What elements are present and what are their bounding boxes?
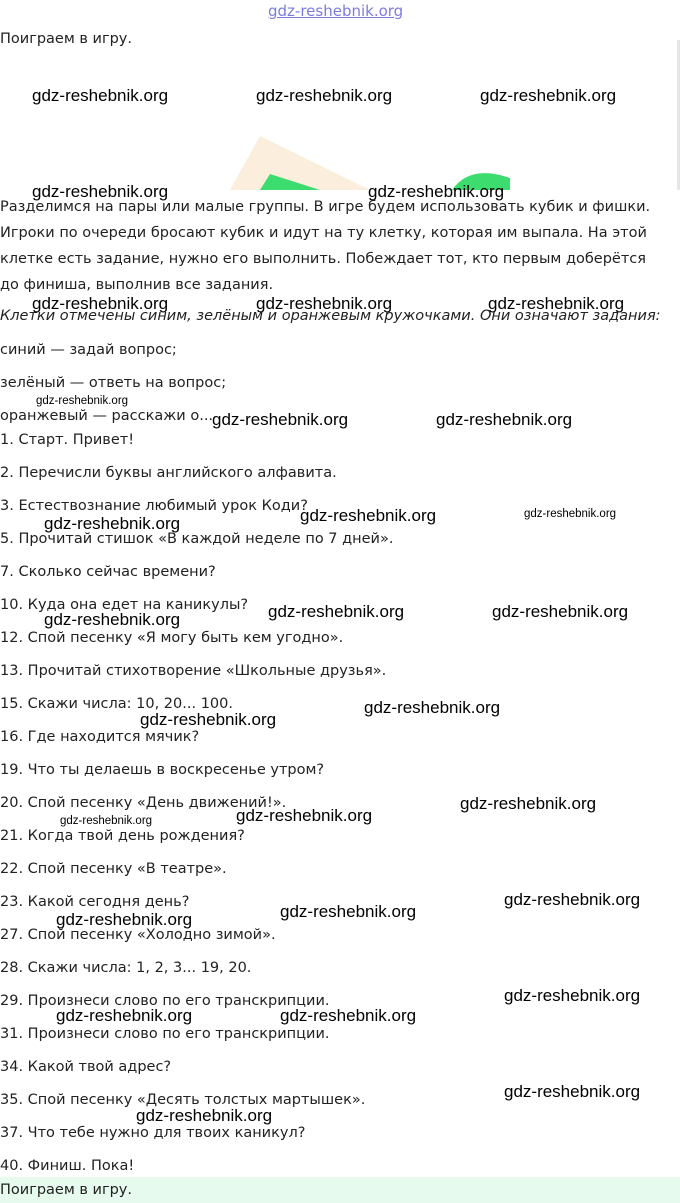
- watermark: gdz-reshebnik.org: [488, 294, 625, 313]
- list-item: 22. Спой песенку «В театре».: [0, 861, 227, 877]
- list-item: 27. Спой песенку «Холодно зимой».: [0, 927, 276, 943]
- watermark: gdz-reshebnik.org: [280, 1006, 417, 1025]
- watermark: gdz-reshebnik.org: [280, 902, 417, 921]
- watermark: gdz-reshebnik.org: [140, 710, 277, 729]
- legend-blue: синий — задай вопрос;: [0, 342, 177, 358]
- list-item: 40. Финиш. Пока!: [0, 1158, 135, 1174]
- footer-bar[interactable]: [0, 1177, 680, 1203]
- watermark: gdz-reshebnik.org: [36, 395, 129, 407]
- watermark: gdz-reshebnik.org: [236, 806, 373, 825]
- list-item: 10. Куда она едет на каникулы?: [0, 597, 249, 613]
- legend-green: зелёный — ответь на вопрос;: [0, 375, 227, 391]
- watermark: gdz-reshebnik.org: [256, 86, 393, 105]
- watermark: gdz-reshebnik.org: [504, 1082, 641, 1101]
- watermark: gdz-reshebnik.org: [256, 294, 393, 313]
- watermark: gdz-reshebnik.org: [32, 86, 169, 105]
- watermark: gdz-reshebnik.org: [136, 1106, 273, 1125]
- list-item: 13. Прочитай стихотворение «Школьные друзья».: [0, 663, 387, 679]
- watermark: gdz-reshebnik.org: [32, 182, 169, 201]
- watermark: gdz-reshebnik.org: [524, 508, 617, 520]
- list-item: 7. Сколько сейчас времени?: [0, 564, 216, 580]
- list-item: 29. Произнеси слово по его транскрипции.: [0, 993, 330, 1009]
- watermark: gdz-reshebnik.org: [44, 514, 181, 533]
- watermark: gdz-reshebnik.org: [364, 698, 501, 717]
- watermark: gdz-reshebnik.org: [460, 794, 597, 813]
- list-item: 28. Скажи числа: 1, 2, 3... 19, 20.: [0, 960, 252, 976]
- list-item: 19. Что ты делаешь в воскресенье утром?: [0, 762, 325, 778]
- watermark: gdz-reshebnik.org: [268, 602, 405, 621]
- list-item: 31. Произнеси слово по его транскрипции.: [0, 1026, 330, 1042]
- list-item: 5. Прочитай стишок «В каждой неделе по 7 дней».: [0, 531, 394, 547]
- site-link[interactable]: gdz-reshebnik.org: [268, 2, 404, 20]
- watermark: gdz-reshebnik.org: [56, 910, 193, 929]
- watermark: gdz-reshebnik.org: [436, 410, 573, 429]
- colors-intro: Клетки отмечены синим, зелёным и оранжевым кружочками. Они означают задания:: [0, 308, 661, 324]
- watermark: gdz-reshebnik.org: [504, 986, 641, 1005]
- watermark: gdz-reshebnik.org: [212, 410, 349, 429]
- footer-bar-label: Поиграем в игру.: [0, 1182, 132, 1198]
- list-item: 37. Что тебе нужно для твоих каникул?: [0, 1125, 306, 1141]
- list-item: 35. Спой песенку «Десять толстых мартышек».: [0, 1092, 366, 1108]
- list-item: 21. Когда твой день рождения?: [0, 828, 245, 844]
- list-item: 1. Старт. Привет!: [0, 432, 135, 448]
- list-item: 23. Какой сегодня день?: [0, 894, 190, 910]
- watermark: gdz-reshebnik.org: [368, 182, 505, 201]
- list-item: 16. Где находится мячик?: [0, 729, 200, 745]
- list-item: 20. Спой песенку «День движений!».: [0, 795, 287, 811]
- watermark: gdz-reshebnik.org: [480, 86, 617, 105]
- list-item: 15. Скажи числа: 10, 20... 100.: [0, 696, 233, 712]
- list-item: 3. Естествознание любимый урок Коди?: [0, 498, 308, 514]
- watermark: gdz-reshebnik.org: [56, 1006, 193, 1025]
- watermark: gdz-reshebnik.org: [504, 890, 641, 909]
- list-item: 34. Какой твой адрес?: [0, 1059, 172, 1075]
- legend-orange: оранжевый — расскажи о...: [0, 408, 214, 424]
- watermark: gdz-reshebnik.org: [44, 610, 181, 629]
- watermark: gdz-reshebnik.org: [300, 506, 437, 525]
- list-item: 12. Спой песенку «Я могу быть кем угодно».: [0, 630, 344, 646]
- watermark: gdz-reshebnik.org: [60, 815, 153, 827]
- list-item: 2. Перечисли буквы английского алфавита.: [0, 465, 337, 481]
- rules-paragraph: Разделимся на пары или малые группы. В игре будем использовать кубик и фишки. Игроки по очереди бросают кубик и идут на ту клетку, которая им выпала. На этой клетке есть задание, нужно его выполнить. Побеждает тот, кто первым доберётся до финиша, выполнив все задания.: [0, 199, 651, 293]
- watermark: gdz-reshebnik.org: [492, 602, 629, 621]
- intro-title: Поиграем в игру.: [0, 31, 132, 47]
- watermark: gdz-reshebnik.org: [32, 294, 169, 313]
